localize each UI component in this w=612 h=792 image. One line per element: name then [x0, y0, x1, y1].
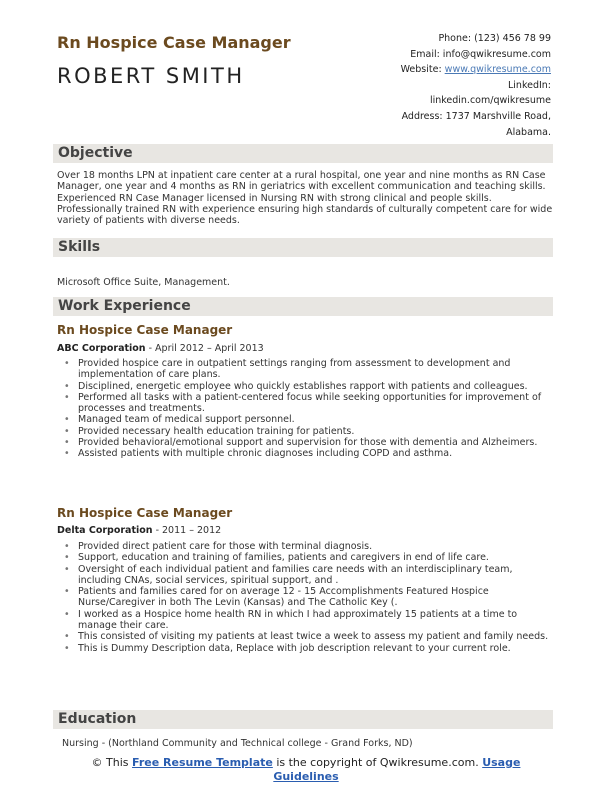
copyright-footer — [0, 756, 612, 784]
footer-prefix: © This — [91, 756, 133, 769]
list-item: • Assisted patients with multiple chronic diagnoses including COPD and asthma. — [57, 448, 557, 459]
list-item: • This consisted of visiting my patients at least twice a week to assess my patient and family needs. — [57, 631, 557, 642]
objective-section-header — [53, 144, 553, 163]
job-bullet-list — [57, 358, 557, 460]
list-item: • Provided behavioral/emotional support and supervision for those with dementia and Alzheimers. — [57, 437, 557, 448]
contact-address-line1: Address: 1737 Marshville Road, — [401, 110, 551, 122]
candidate-name: ROBERT SMITH — [57, 64, 245, 88]
education-heading: Education — [58, 711, 137, 727]
list-item: • Patients and families cared for on average 12 - 15 Accomplishments Featured Hospice Nurse/Caregiver in both The Levin (Kansas) and The Catholic Key (. — [57, 586, 557, 609]
job-title: Rn Hospice Case Manager — [57, 323, 233, 337]
job-bullet-list — [57, 541, 557, 654]
website-link[interactable]: www.qwikresume.com — [444, 64, 551, 76]
list-item: • Provided hospice care in outpatient settings ranging from assessment to development and implementation of care plans. — [57, 358, 557, 381]
resume-job-title: Rn Hospice Case Manager — [57, 33, 291, 52]
education-section-header — [53, 710, 553, 729]
contact-linkedin-url: linkedin.com/qwikresume — [429, 95, 551, 107]
usage-guidelines-link-cont[interactable]: Guidelines — [273, 770, 339, 783]
company-name: ABC Corporation — [57, 343, 146, 354]
job-dates: - 2011 – 2012 — [152, 525, 222, 536]
education-entry: Nursing - (Northland Community and Technical college - Grand Forks, ND) — [62, 738, 413, 749]
usage-guidelines-link[interactable]: Usage — [482, 756, 521, 769]
work-section-header — [53, 297, 553, 316]
job-company-line — [57, 343, 264, 354]
skills-heading: Skills — [58, 239, 101, 255]
free-resume-template-link[interactable]: Free Resume Template — [132, 756, 273, 769]
skills-text: Microsoft Office Suite, Management. — [57, 277, 230, 288]
list-item: • Oversight of each individual patient and families care needs with an interdisciplinary team, including CNAs, social services, spiritual support, and . — [57, 564, 557, 587]
list-item: • Provided necessary health education training for patients. — [57, 426, 557, 437]
list-item: • Disciplined, energetic employee who quickly establishes rapport with patients and colleagues. — [57, 381, 557, 392]
job-company-line — [57, 525, 221, 536]
list-item: • This is Dummy Description data, Replace with job description relevant to your current role. — [57, 643, 557, 654]
list-item: • I worked as a Hospice home health RN in which I had approximately 15 patients at a time to manage their care. — [57, 609, 557, 632]
list-item: • Managed team of medical support personnel. — [57, 414, 557, 425]
contact-block — [401, 31, 551, 140]
work-heading: Work Experience — [58, 298, 191, 314]
skills-section-header — [53, 238, 553, 257]
contact-email: Email: info@qwikresume.com — [410, 48, 551, 60]
list-item: • Provided direct patient care for those with terminal diagnosis. — [57, 541, 557, 552]
job-dates: - April 2012 – April 2013 — [145, 343, 264, 354]
job-title: Rn Hospice Case Manager — [57, 506, 233, 520]
objective-text: Over 18 months LPN at inpatient care center at a rural hospital, one year and nine months as RN Case Manager, one year and 4 months as RN in geriatrics with excellent communication and teaching skills. Experienced RN Case Manager licensed in Nursing RN with strong clinical and people skills. Professionally trained RN with experience ensuring high standards of culturally competent care for wide variety of patients with diverse needs. — [57, 170, 553, 227]
footer-middle: is the copyright of Qwikresume.com. — [272, 756, 483, 769]
contact-phone: Phone: (123) 456 78 99 — [438, 33, 551, 44]
objective-heading: Objective — [58, 145, 133, 161]
contact-website — [401, 62, 551, 78]
company-name: Delta Corporation — [57, 525, 153, 536]
list-item: • Performed all tasks with a patient-centered focus while seeking opportunities for improvement of processes and treatments. — [57, 392, 557, 415]
contact-address-line2: Alabama. — [506, 126, 551, 138]
contact-linkedin-label: LinkedIn: — [507, 79, 551, 91]
website-label: Website: — [400, 64, 445, 76]
list-item: • Support, education and training of families, patients and caregivers in end of life care. — [57, 552, 557, 563]
